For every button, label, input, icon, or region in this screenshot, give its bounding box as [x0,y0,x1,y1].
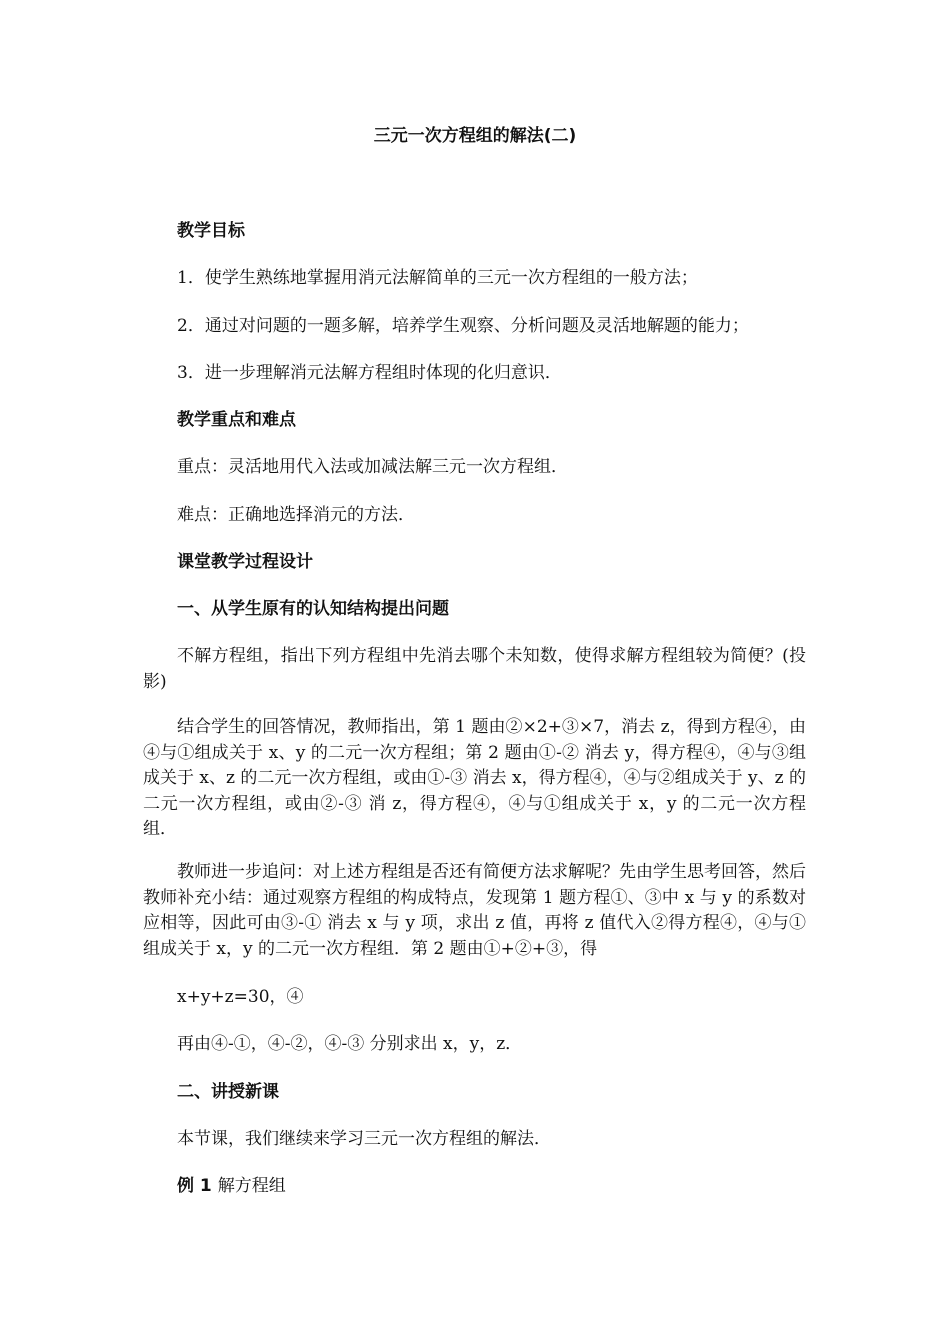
part1-paragraph-1: 不解方程组，指出下列方程组中先消去哪个未知数，使得求解方程组较为简便？(投影) [143,646,806,692]
example-label: 例 1 [177,1176,212,1196]
part1-heading: 一、从学生原有的认知结构提出问题 [177,599,449,619]
key-point-text: 重点：灵活地用代入法或加减法解三元一次方程组． [177,457,568,477]
part2-paragraph-1: 本节课，我们继续来学习三元一次方程组的解法． [177,1129,551,1149]
key-points-heading: 教学重点和难点 [177,410,296,430]
example-1 [177,1174,286,1198]
objectives-heading: 教学目标 [177,221,245,241]
part1-paragraph-2: 结合学生的回答情况，教师指出，第 1 题由②×2+③×7，消去 z，得到方程④，由④与①组成关于 x、y 的二元一次方程组；第 2 题由①-② 消去 y，得方程④，④与③组成关于 x、z 的二元一次方程组，或由①-③ 消去 x，得方程④，④与②组成关于 y、z 的二元一次方程组，或由②-③ 消 z，得方程④，④与①组成关于 x，y 的二元一次方程组． [143,717,806,839]
part1-paragraph-4: 再由④-①，④-②，④-③ 分别求出 x，y，z． [177,1034,523,1054]
equation-line: x+y+z=30，④ [177,987,304,1007]
example-text: 解方程组 [217,1176,286,1196]
part2-heading: 二、讲授新课 [177,1082,279,1102]
part1-paragraph-3: 教师进一步追问：对上述方程组是否还有简便方法求解呢？先由学生思考回答，然后教师补充小结：通过观察方程组的构成特点，发现第 1 题方程①、③中 x 与 y 的系数对应相等，因此可由③-① 消去 x 与 y 项，求出 z 值，再将 z 值代入②得方程④，④与①组成关于 x，y 的二元一次方程组．第 2 题由①+②+③，得 [143,862,806,959]
document-title: 三元一次方程组的解法(二) [373,126,577,146]
difficulty-text: 难点：正确地选择消元的方法． [177,505,415,525]
objective-item-3: 3．进一步理解消元法解方程组时体现的化归意识． [177,363,562,383]
process-heading: 课堂教学过程设计 [177,552,313,572]
objective-item-1: 1．使学生熟练地掌握用消元法解简单的三元一次方程组的一般方法； [177,268,698,288]
objective-item-2: 2．通过对问题的一题多解，培养学生观察、分析问题及灵活地解题的能力； [177,316,749,336]
